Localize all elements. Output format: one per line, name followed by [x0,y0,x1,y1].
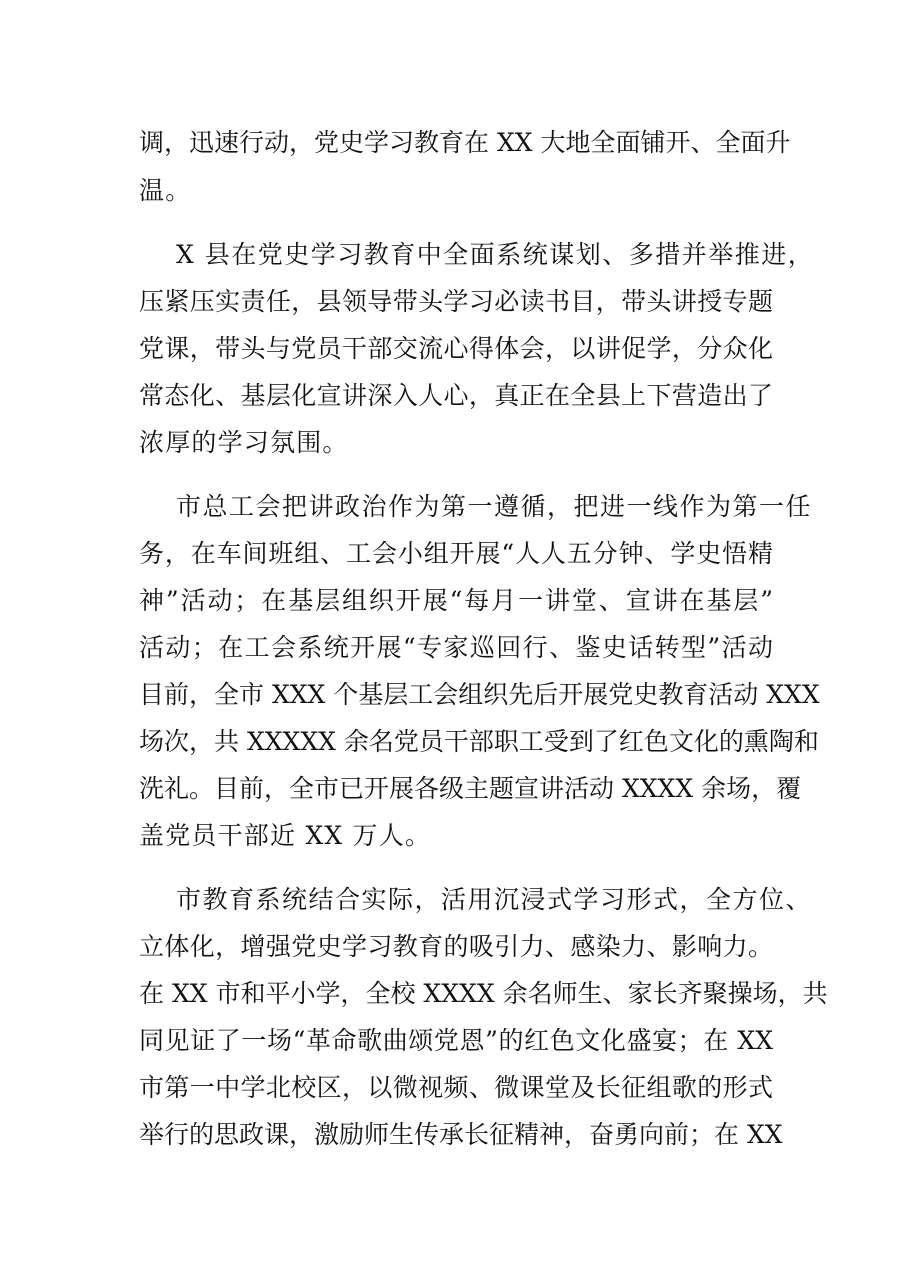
text-line: 神”活动；在基层组织开展“每月一讲堂、宣讲在基层” [139,586,773,615]
text-line: 浓厚的学习氛围。 [139,428,349,457]
text-line: 洗礼。目前，全市已开展各级主题宣讲活动 XXXX 余场，覆 [139,774,802,803]
text-line: 市教育系统结合实际，活用沉浸式学习形式，全方位、 [176,885,813,914]
text-line: X 县在党史学习教育中全面系统谋划、多措并举推进， [176,240,815,269]
text-line: 举行的思政课，激励师生传承长征精神，奋勇向前；在 XX [139,1120,783,1149]
text-line: 立体化，增强党史学习教育的吸引力、感染力、影响力。 [139,932,773,961]
text-line: 市总工会把讲政治作为第一遵循，把进一线作为第一任 [176,492,813,521]
text-line: 盖党员干部近 XX 万人。 [139,821,432,850]
text-line: 党课，带头与党员干部交流心得体会，以讲促学，分众化 [139,334,773,363]
text-line: 务，在车间班组、工会小组开展“人人五分钟、学史悟精 [139,539,773,568]
text-line: 活动；在工会系统开展“专家巡回行、鉴史话转型”活动 [139,633,773,662]
text-line: 调，迅速行动，党史学习教育在 XX 大地全面铺开、全面升 [139,128,791,157]
text-line: 压紧压实责任，县领导带头学习必读书目，带头讲授专题 [139,287,773,316]
text-line: 市第一中学北校区，以微视频、微课堂及长征组歌的形式 [139,1073,773,1102]
text-line: 常态化、基层化宣讲深入人心，真正在全县上下营造出了 [139,381,773,410]
text-line: 目前，全市 XXX 个基层工会组织先后开展党史教育活动 XXX [139,680,820,709]
text-line: 温。 [139,176,192,205]
text-line: 场次，共 XXXXX 余名党员干部职工受到了红色文化的熏陶和 [139,727,819,756]
text-line: 同见证了一场“革命歌曲颂党恩”的红色文化盛宴；在 XX [139,1026,773,1055]
text-line: 在 XX 市和平小学，全校 XXXX 余名师生、家长齐聚操场，共 [139,979,828,1008]
